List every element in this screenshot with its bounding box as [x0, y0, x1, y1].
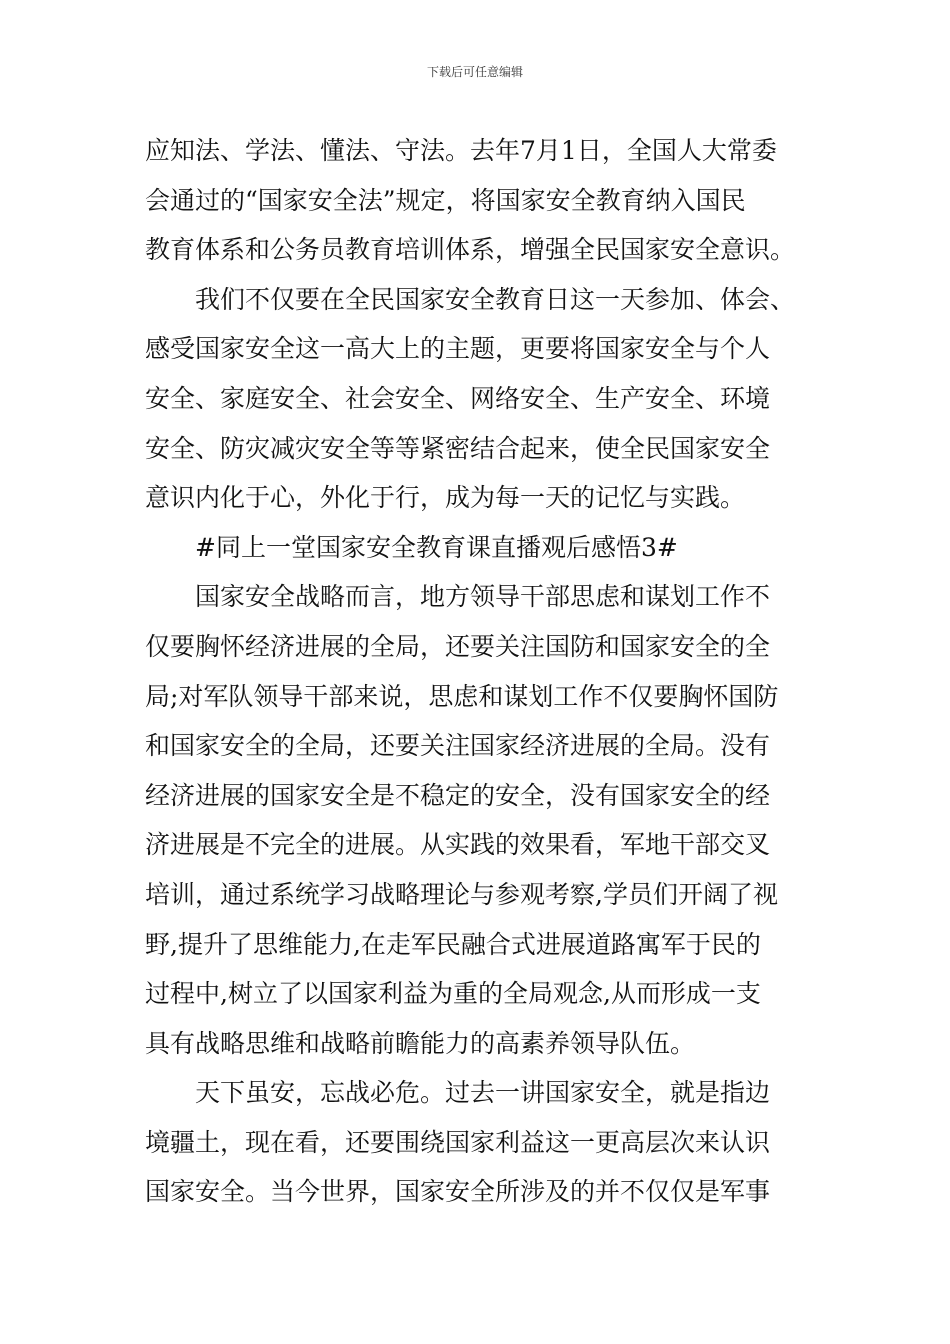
- text-line: 局;对军队领导干部来说，思虑和谋划工作不仅要胸怀国防: [145, 681, 779, 711]
- page-header: 下载后可任意编辑: [426, 65, 523, 79]
- text-line: 和国家安全的全局，还要关注国家经济进展的全局。没有: [145, 731, 771, 761]
- text-line: 感受国家安全这一高大上的主题，更要将国家安全与个人: [145, 334, 771, 364]
- text-line: 培训，通过系统学习战略理论与参观考察,学员们开阔了视: [145, 879, 778, 909]
- text-line: 仅要胸怀经济进展的全局，还要关注国防和国家安全的全: [145, 631, 771, 661]
- text-line: 具有战略思维和战略前瞻能力的高素养领导队伍。: [145, 1028, 696, 1058]
- text-line: 经济进展的国家安全是不稳定的安全，没有国家安全的经: [145, 780, 771, 810]
- text-line: 天下虽安，忘战必危。过去一讲国家安全，就是指边: [195, 1078, 771, 1108]
- text-line: 意识内化于心，外化于行，成为每一天的记忆与实践。: [145, 483, 746, 513]
- document-body: [145, 126, 835, 1217]
- text-line: 教育体系和公务员教育培训体系，增强全民国家安全意识。: [145, 235, 796, 265]
- text-line: 过程中,树立了以国家利益为重的全局观念,从而形成一支: [145, 979, 761, 1009]
- text-line: #同上一堂国家安全教育课直播观后感悟3#: [195, 532, 678, 562]
- text-line: 济进展是不完全的进展。从实践的效果看，军地干部交叉: [145, 830, 771, 860]
- text-line: 野,提升了思维能力,在走军民融合式进展道路寓军于民的: [145, 929, 761, 959]
- text-line: 境疆土，现在看，还要围绕国家利益这一更高层次来认识: [145, 1127, 771, 1157]
- text-line: 安全、家庭安全、社会安全、网络安全、生产安全、环境: [145, 383, 771, 413]
- text-line: 应知法、学法、懂法、守法。去年7月1日，全国人大常委: [145, 136, 777, 165]
- text-line: 国家安全战略而言，地方领导干部思虑和谋划工作不: [195, 582, 771, 612]
- text-line: 我们不仅要在全民国家安全教育日这一天参加、体会、: [195, 284, 796, 314]
- text-line: 会通过的“国家安全法”规定，将国家安全教育纳入国民: [145, 185, 746, 215]
- text-line: 国家安全。当今世界，国家安全所涉及的并不仅仅是军事: [145, 1177, 771, 1207]
- text-line: 安全、防灾减灾安全等等紧密结合起来，使全民国家安全: [145, 433, 771, 463]
